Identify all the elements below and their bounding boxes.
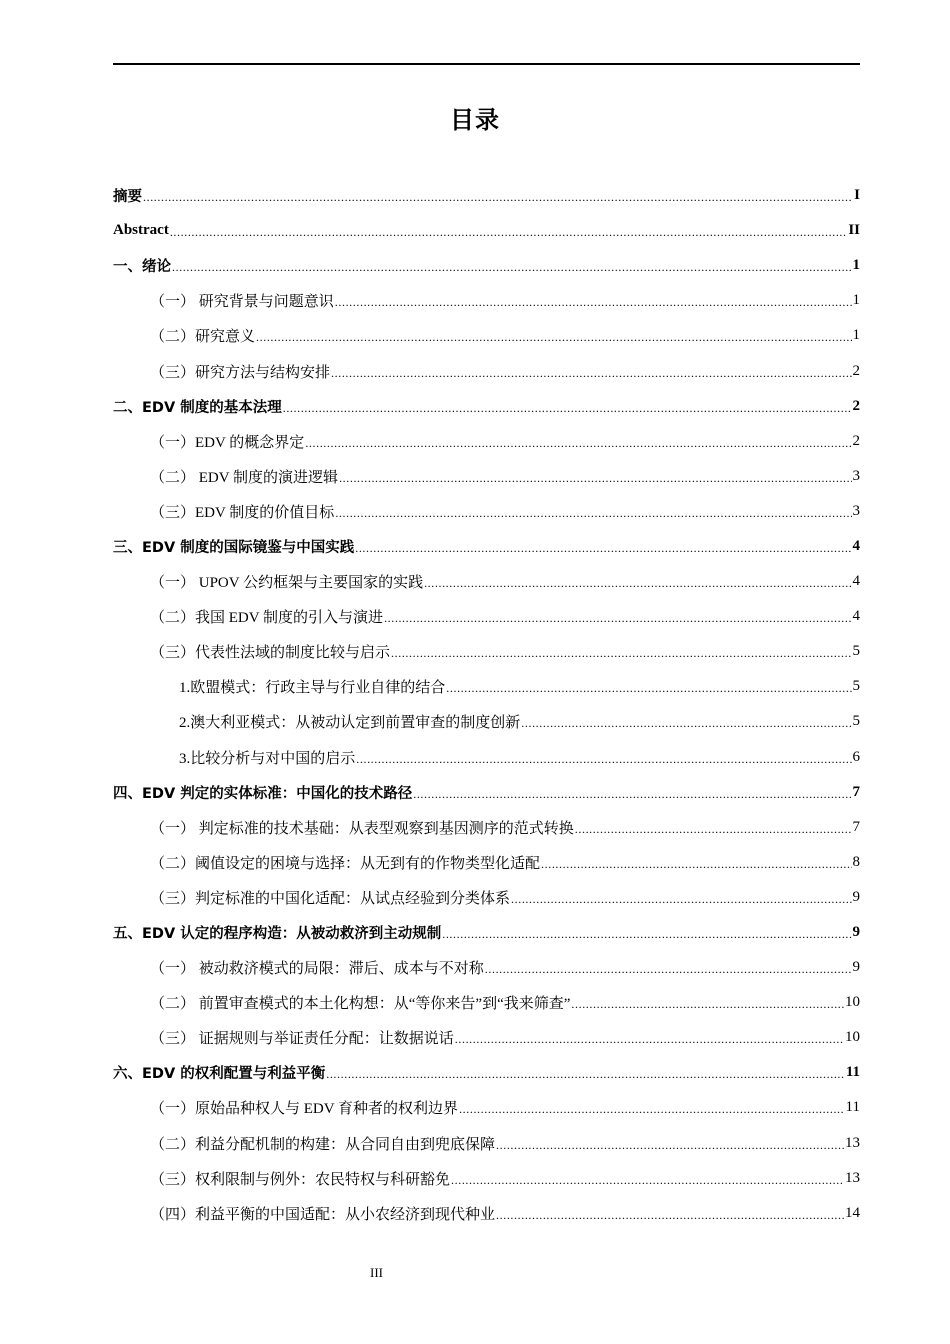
- toc-dot-leader: [172, 260, 852, 275]
- toc-entry-title: （一）原始品种权人与 EDV 育种者的权利边界: [150, 1101, 459, 1118]
- toc-entry[interactable]: [113, 424, 860, 459]
- toc-entry-page: 9: [852, 924, 860, 941]
- toc-entry-page: 1: [852, 292, 860, 309]
- table-of-contents: [113, 178, 860, 1231]
- toc-entry[interactable]: [113, 529, 860, 564]
- toc-entry[interactable]: [113, 1055, 860, 1090]
- toc-entry-title: （二）研究意义: [150, 329, 256, 346]
- toc-entry-title: 二、EDV 制度的基本法理: [113, 399, 282, 416]
- toc-entry[interactable]: [113, 389, 860, 424]
- toc-entry-page: 9: [852, 959, 860, 976]
- toc-entry[interactable]: [113, 880, 860, 915]
- toc-dot-leader: [391, 646, 851, 661]
- toc-dot-leader: [571, 997, 844, 1012]
- toc-dot-leader: [521, 716, 851, 731]
- toc-entry[interactable]: [113, 810, 860, 845]
- toc-entry-page: 11: [845, 1064, 860, 1081]
- toc-entry[interactable]: [113, 740, 860, 775]
- toc-entry-title: （一） UPOV 公约框架与主要国家的实践: [150, 575, 424, 592]
- toc-entry-title: 四、EDV 判定的实体标准：中国化的技术路径: [113, 785, 413, 802]
- page-title: 目录: [450, 106, 500, 134]
- toc-entry-title: （一） 判定标准的技术基础：从表型观察到基因测序的范式转换: [150, 820, 574, 837]
- toc-entry-title: 五、EDV 认定的程序构造：从被动救济到主动规制: [113, 926, 442, 943]
- toc-dot-leader: [413, 787, 851, 802]
- toc-dot-leader: [442, 927, 851, 942]
- toc-entry-page: 11: [845, 1099, 860, 1116]
- toc-entry-page: 9: [852, 888, 860, 905]
- toc-entry-page: 13: [845, 1169, 860, 1186]
- toc-entry-title: （三）判定标准的中国化适配：从试点经验到分类体系: [150, 890, 511, 907]
- toc-entry[interactable]: [113, 1126, 860, 1161]
- toc-entry-page: I: [854, 187, 860, 204]
- toc-dot-leader: [446, 681, 851, 696]
- toc-dot-leader: [331, 366, 851, 381]
- toc-entry-page: 4: [852, 537, 860, 554]
- toc-dot-leader: [496, 1208, 844, 1223]
- toc-entry-title: （三）研究方法与结构安排: [150, 364, 331, 381]
- toc-entry-page: 13: [845, 1134, 860, 1151]
- toc-entry-page: 1: [852, 257, 860, 274]
- toc-entry-title: （一）EDV 的概念界定: [150, 434, 305, 451]
- toc-entry-title: （二） 前置审查模式的本土化构想：从“等你来告”到“我来筛查”: [150, 996, 571, 1013]
- toc-entry[interactable]: [113, 1020, 860, 1055]
- toc-entry[interactable]: [113, 634, 860, 669]
- toc-entry[interactable]: [113, 494, 860, 529]
- toc-dot-leader: [485, 962, 852, 977]
- toc-dot-leader: [459, 1102, 844, 1117]
- toc-dot-leader: [575, 822, 852, 837]
- toc-entry[interactable]: [113, 775, 860, 810]
- toc-entry-page: 5: [852, 678, 860, 695]
- toc-entry-title: （二）利益分配机制的构建：从合同自由到兜底保障: [150, 1136, 496, 1153]
- toc-dot-leader: [455, 1032, 844, 1047]
- page-number: III: [370, 1265, 383, 1280]
- toc-entry-page: 14: [845, 1204, 860, 1221]
- toc-dot-leader: [339, 471, 851, 486]
- toc-entry-page: 2: [852, 432, 860, 449]
- toc-entry[interactable]: [113, 669, 860, 704]
- toc-entry[interactable]: [113, 1090, 860, 1125]
- toc-entry-page: 8: [852, 853, 860, 870]
- toc-dot-leader: [143, 190, 853, 205]
- toc-entry-title: 2.澳大利亚模式：从被动认定到前置审查的制度创新: [179, 715, 521, 732]
- toc-dot-leader: [305, 436, 851, 451]
- toc-dot-leader: [451, 1173, 844, 1188]
- toc-dot-leader: [496, 1138, 844, 1153]
- toc-dot-leader: [356, 752, 851, 767]
- toc-entry-page: 7: [852, 783, 860, 800]
- toc-entry-page: 10: [845, 994, 860, 1011]
- toc-dot-leader: [511, 892, 851, 907]
- toc-dot-leader: [355, 541, 851, 556]
- toc-dot-leader: [424, 576, 851, 591]
- toc-entry-page: 3: [852, 467, 860, 484]
- toc-dot-leader: [326, 1067, 845, 1082]
- toc-entry[interactable]: [113, 599, 860, 634]
- toc-entry[interactable]: [113, 318, 860, 353]
- toc-dot-leader: [256, 330, 851, 345]
- toc-entry[interactable]: [113, 248, 860, 283]
- toc-entry[interactable]: [113, 704, 860, 739]
- toc-entry-title: （三） 证据规则与举证责任分配：让数据说话: [150, 1031, 454, 1048]
- toc-entry-page: 4: [852, 608, 860, 625]
- toc-entry[interactable]: [113, 353, 860, 388]
- toc-entry-title: （四）利益平衡的中国适配：从小农经济到现代种业: [150, 1206, 496, 1223]
- header-rule: [113, 63, 860, 65]
- toc-entry-page: 7: [852, 818, 860, 835]
- toc-entry-page: 2: [852, 362, 860, 379]
- toc-entry[interactable]: [113, 950, 860, 985]
- toc-entry-title: 摘要: [113, 189, 142, 206]
- toc-entry[interactable]: [113, 985, 860, 1020]
- toc-entry-page: 1: [852, 327, 860, 344]
- toc-entry-page: II: [848, 222, 860, 239]
- toc-entry[interactable]: [113, 213, 860, 248]
- toc-entry[interactable]: [113, 845, 860, 880]
- toc-entry[interactable]: [113, 178, 860, 213]
- toc-entry[interactable]: [113, 1161, 860, 1196]
- toc-entry-title: 三、EDV 制度的国际镜鉴与中国实践: [113, 539, 355, 556]
- toc-dot-leader: [335, 295, 852, 310]
- toc-entry-title: 3.比较分析与对中国的启示: [179, 750, 356, 767]
- toc-entry-title: （二）我国 EDV 制度的引入与演进: [150, 610, 384, 627]
- toc-entry[interactable]: [113, 459, 860, 494]
- toc-entry-title: （一） 被动救济模式的局限：滞后、成本与不对称: [150, 961, 484, 978]
- toc-entry-page: 4: [852, 573, 860, 590]
- toc-entry-page: 2: [852, 397, 860, 414]
- toc-entry-page: 5: [852, 713, 860, 730]
- toc-entry-title: （三）EDV 制度的价值目标: [150, 504, 335, 521]
- toc-dot-leader: [170, 225, 847, 240]
- toc-entry-title: （三）代表性法域的制度比较与启示: [150, 645, 391, 662]
- toc-entry-title: Abstract: [113, 222, 169, 239]
- toc-dot-leader: [541, 857, 851, 872]
- toc-entry-title: 一、绪论: [113, 259, 171, 276]
- toc-entry[interactable]: [113, 1196, 860, 1231]
- toc-entry[interactable]: [113, 915, 860, 950]
- toc-entry-title: 六、EDV 的权利配置与利益平衡: [113, 1066, 326, 1083]
- toc-entry-title: （二）阈值设定的困境与选择：从无到有的作物类型化适配: [150, 855, 541, 872]
- toc-entry-page: 6: [852, 748, 860, 765]
- toc-entry-title: （三）权利限制与例外：农民特权与科研豁免: [150, 1171, 451, 1188]
- toc-entry-title: （二） EDV 制度的演进逻辑: [150, 469, 339, 486]
- toc-entry[interactable]: [113, 564, 860, 599]
- toc-dot-leader: [283, 401, 852, 416]
- toc-entry-page: 3: [852, 502, 860, 519]
- toc-entry[interactable]: [113, 283, 860, 318]
- toc-dot-leader: [335, 506, 851, 521]
- toc-entry-title: 1.欧盟模式：行政主导与行业自律的结合: [179, 680, 446, 697]
- toc-dot-leader: [384, 611, 851, 626]
- toc-entry-page: 10: [845, 1029, 860, 1046]
- toc-entry-page: 5: [852, 643, 860, 660]
- toc-entry-title: （一） 研究背景与问题意识: [150, 294, 334, 311]
